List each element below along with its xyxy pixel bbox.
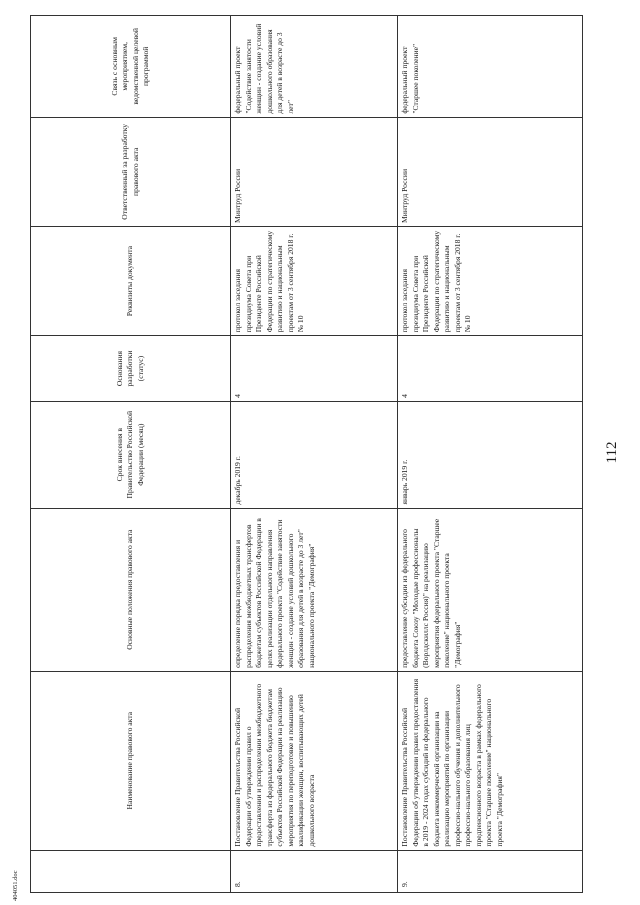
table-header-row bbox=[31, 16, 231, 893]
act-basis: 4 bbox=[231, 336, 398, 402]
act-name: Постановление Правительства Российской Федерации об утверждении правил о предоставлении и распределении межбюджетного трансферта из федерального бюджета бюджетам субъектов Российской Федерации на реализацию мероприятия по переподготовке и повышению квалификации женщин, воспитывающих детей дошкольного возраста bbox=[231, 671, 398, 850]
act-deadline: январь 2019 г. bbox=[398, 401, 583, 508]
row-number: 8. bbox=[231, 850, 398, 892]
header-basis: Основания разработки (статус) bbox=[31, 336, 231, 402]
header-link: Связь с основным мероприятием, ведомственной целевой программой bbox=[31, 16, 231, 118]
act-link: федеральный проект "Старшее поколение" bbox=[398, 16, 583, 118]
act-provisions: определение порядка предоставления и распределения межбюджетных трансфертов бюджетам субъектов Российской Федерации в целях реализации отдельного направления федерального проекта "Содействие занятости женщин - создание условий дошкольного образования для детей в возрасте до 3 лет" национального проекта "Демография" bbox=[231, 508, 398, 671]
header-deadline: Срок внесения в Правительство Российской Федерации (месяц) bbox=[31, 401, 231, 508]
header-provisions: Основные положения правового акта bbox=[31, 508, 231, 671]
row-number: 9. bbox=[398, 850, 583, 892]
table-row bbox=[398, 16, 583, 893]
page-number: 112 bbox=[604, 441, 620, 464]
act-responsible: Минтруд России bbox=[398, 117, 583, 226]
act-provisions: предоставление субсидии из федерального бюджета Союзу "Молодые профессионалы (Ворлдскиллс Россия)" на реализацию мероприятия федерального проекта "Старшее поколение" национального проекта "Демография" bbox=[398, 508, 583, 671]
document-id: 404051.doc bbox=[12, 870, 19, 901]
act-responsible: Минтруд России bbox=[231, 117, 398, 226]
act-requisites: протокол заседания президиума Совета при Президенте Российской Федерации по стратегическому развитию и национальным проектам от 3 сентября 2018 г. № 10 bbox=[231, 226, 398, 335]
act-name: Постановление Правительства Российской Федерации об утверждении правил предоставления в 2019 - 2024 годах субсидий из федерального бюджета некоммерческой организации на реализацию мероприятий по организации профессио-нального обучения и дополнительного профессио-нального образования лиц предпенсионного возраста в рамках федерального проекта "Старшее поколение" национального проекта "Демография" bbox=[398, 671, 583, 850]
act-requisites: протокол заседания президиума Совета при Президенте Российской Федерации по стратегическому развитию и национальным проектам от 3 сентября 2018 г. № 10 bbox=[398, 226, 583, 335]
header-number bbox=[31, 850, 231, 892]
header-requisites: Реквизиты документа bbox=[31, 226, 231, 335]
header-act-name: Наименование правового акта bbox=[31, 671, 231, 850]
table-row bbox=[231, 16, 398, 893]
act-basis: 4 bbox=[398, 336, 583, 402]
header-responsible: Ответственный за разработку правового акта bbox=[31, 117, 231, 226]
act-link: федеральный проект "Содействие занятости женщин - создание условий дошкольного образования для детей в возрасте до 3 лет" bbox=[231, 16, 398, 118]
act-deadline: декабрь 2019 г. bbox=[231, 401, 398, 508]
legal-acts-table bbox=[30, 15, 583, 893]
